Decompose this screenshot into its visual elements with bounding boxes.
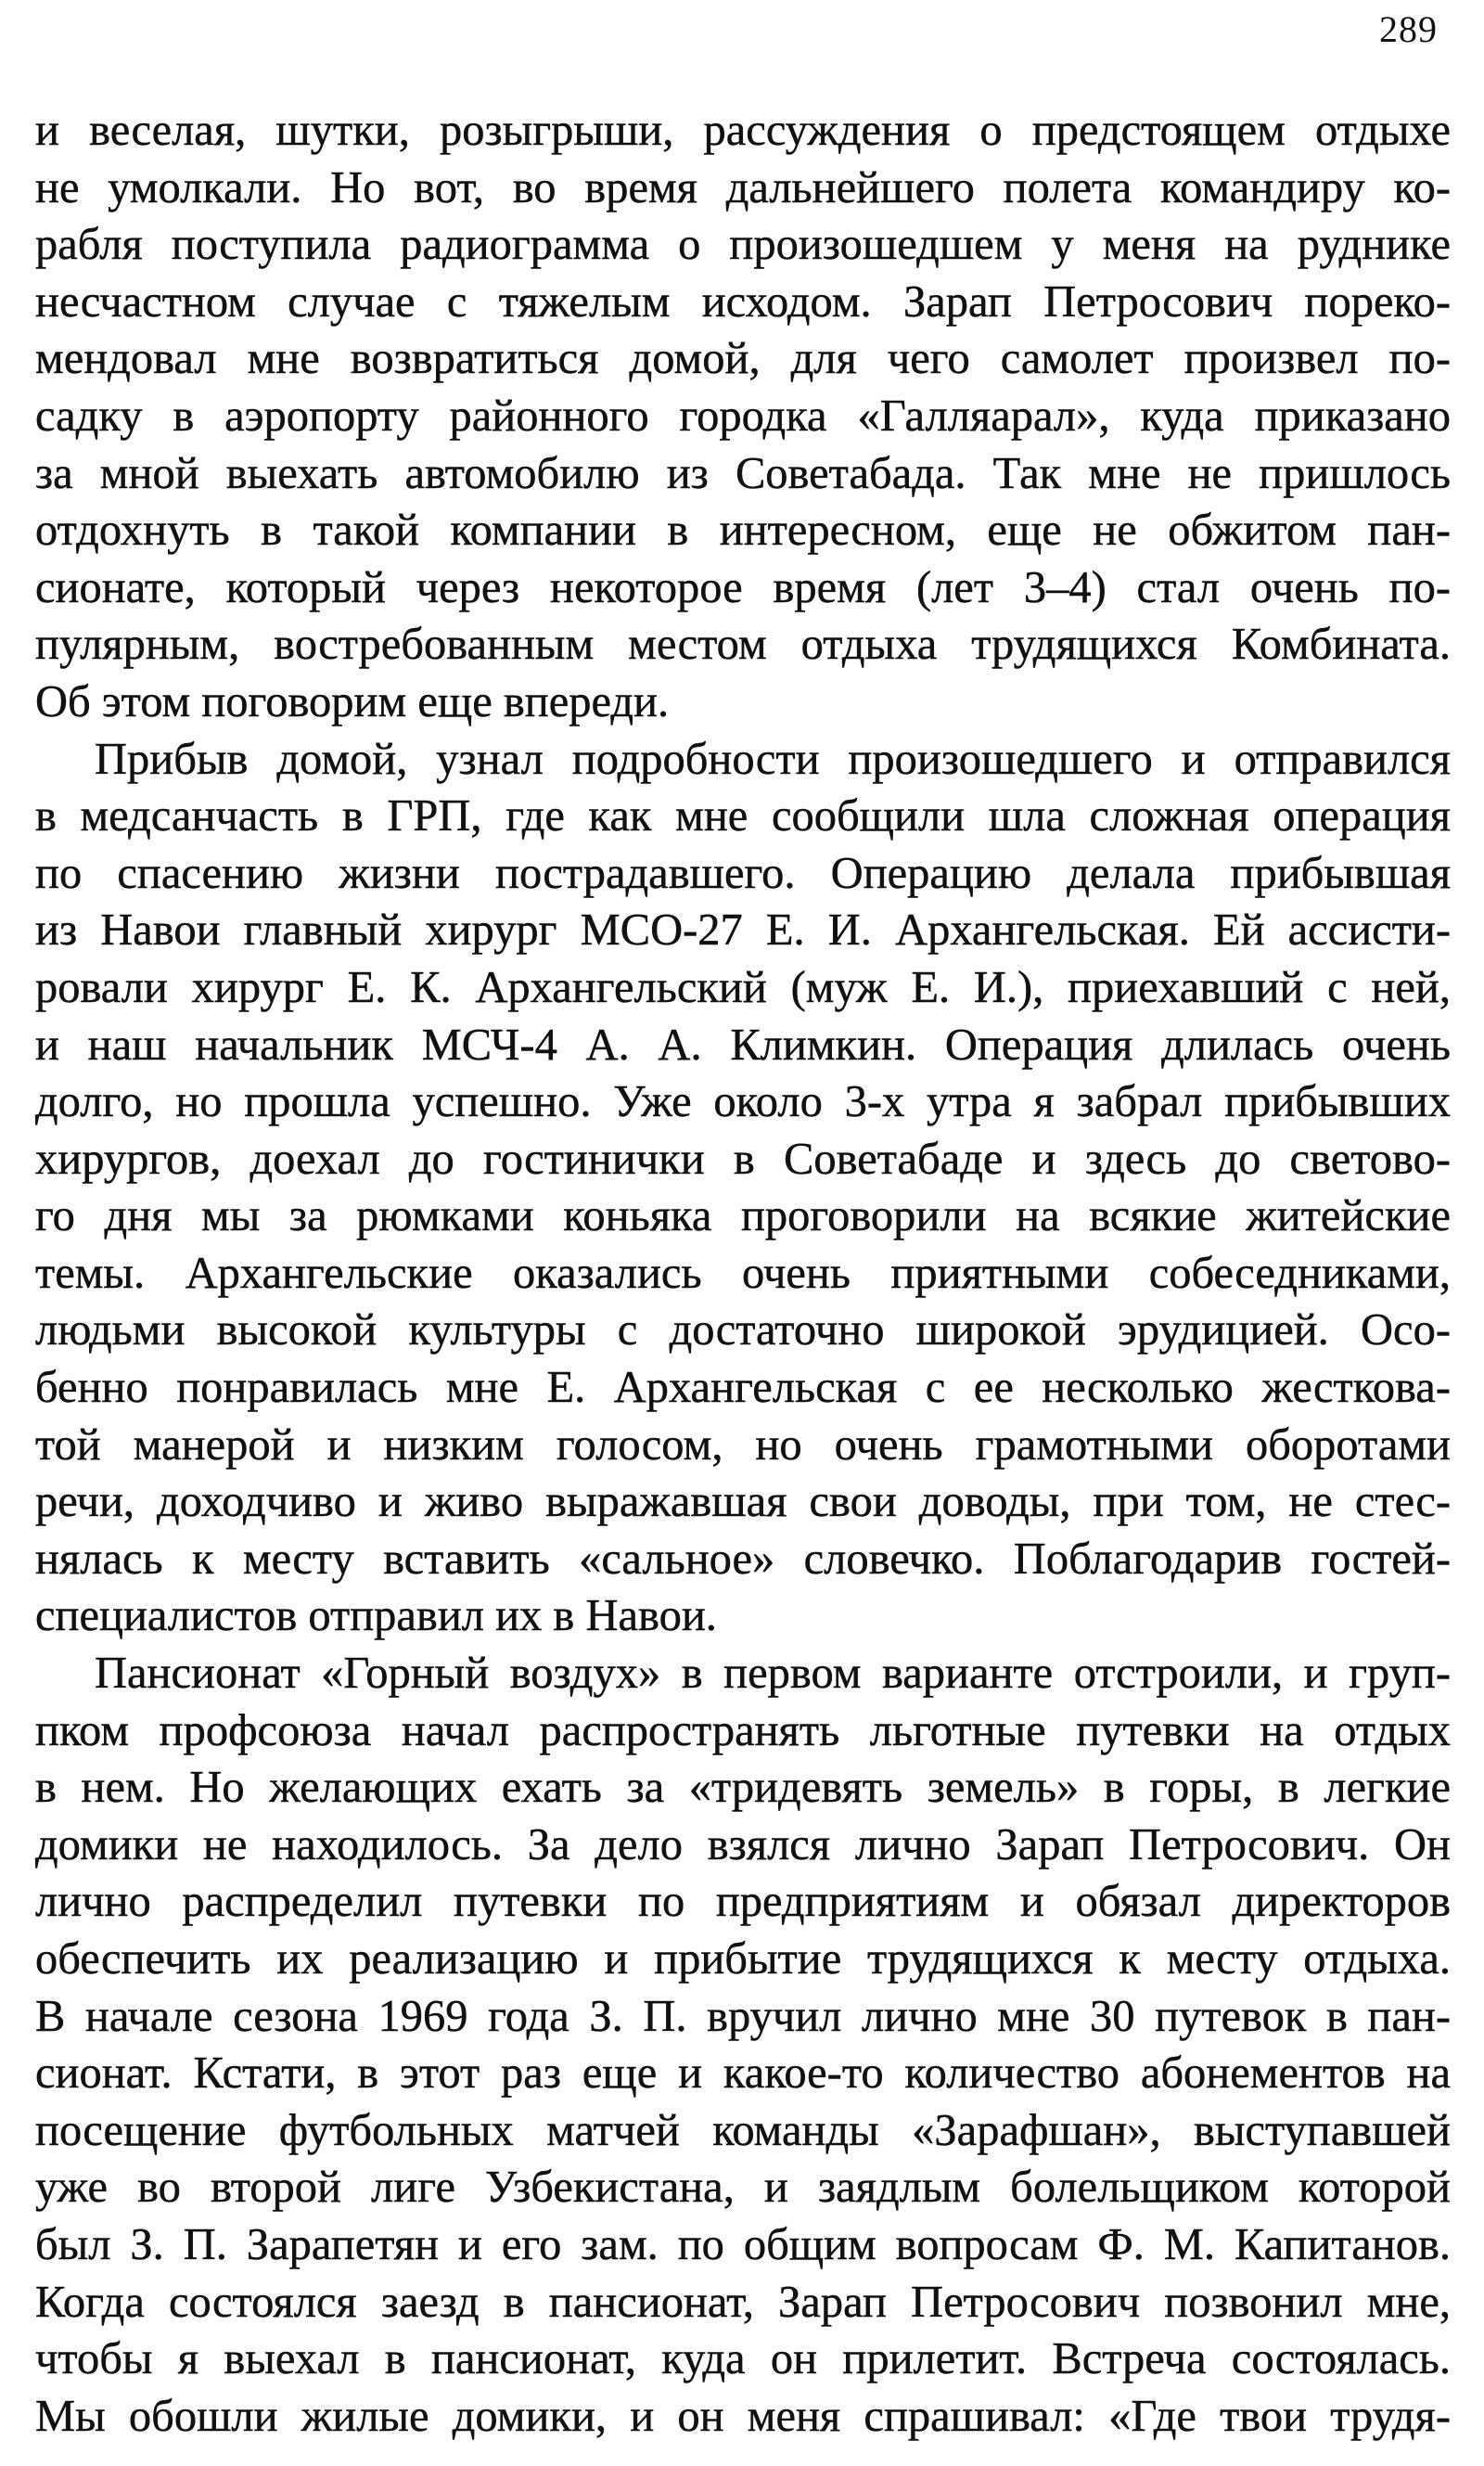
text-line: по спасению жизни пострадавшего. Операцию делала прибывшая	[35, 848, 1451, 898]
text-line: из Навои главный хирург МСО-27 Е. И. Архангельская. Ей ассисти-	[35, 905, 1451, 956]
text-line: В начале сезона 1969 года З. П. вручил лично мне 30 путевок в пан-	[35, 1991, 1451, 2041]
text-line: и наш начальник МСЧ-4 А. А. Климкин. Операция длилась очень	[35, 1020, 1451, 1070]
paragraph	[35, 102, 1451, 731]
text-line: людьми высокой культуры с достаточно широкой эрудицией. Осо-	[35, 1305, 1451, 1355]
text-line: садку в аэропорту районного городка «Галляарал», куда приказано	[35, 391, 1451, 441]
text-line: той манерой и низким голосом, но очень грамотными оборотами	[35, 1419, 1451, 1470]
text-line: Пансионат «Горный воздух» в первом варианте отстроили, и груп-	[95, 1649, 1451, 1699]
paragraph	[35, 1645, 1451, 2445]
text-line: в медсанчасть в ГРП, где как мне сообщили шла сложная операция	[35, 791, 1451, 841]
text-line: пком профсоюза начал распространять льготные путевки на отдых	[35, 1705, 1451, 1755]
text-line: не умолкали. Но вот, во время дальнейшего полета командиру ко-	[35, 162, 1451, 212]
text-line: в нем. Но желающих ехать за «тридевять земель» в горы, в легкие	[35, 1763, 1451, 1813]
text-line: Мы обошли жилые домики, и он меня спрашивал: «Где твои трудя-	[35, 2391, 1451, 2441]
text-line: посещение футбольных матчей команды «Зарафшан», выступавшей	[35, 2105, 1451, 2155]
text-line: бенно понравилась мне Е. Архангельская с ее несколько жесткова-	[35, 1363, 1451, 1413]
text-line: несчастном случае с тяжелым исходом. Зарап Петросович пореко-	[35, 276, 1451, 327]
text-line: мендовал мне возвратиться домой, для чего самолет произвел по-	[35, 334, 1451, 384]
text-line: обеспечить их реализацию и прибытие трудящихся к месту отдыха.	[35, 1934, 1451, 1984]
text-line: го дня мы за рюмками коньяка проговорили на всякие житейские	[35, 1191, 1451, 1241]
text-line: за мной выехать автомобилю из Советабада. Так мне не пришлось	[35, 448, 1451, 498]
text-line: темы. Архангельские оказались очень приятными собеседниками,	[35, 1248, 1451, 1298]
text-line: Прибыв домой, узнал подробности произошедшего и отправился	[95, 734, 1451, 784]
text-line: пулярным, востребованным местом отдыха трудящихся Комбината.	[35, 620, 1451, 670]
text-line: нялась к месту вставить «сальное» словечко. Поблагодарив гостей-	[35, 1534, 1451, 1584]
text-line: домики не находилось. За дело взялся лично Зарап Петросович. Он	[35, 1819, 1451, 1869]
page-number: 289	[1379, 8, 1438, 50]
text-line: хирургов, доехал до гостинички в Советабаде и здесь до светово-	[35, 1134, 1451, 1184]
text-line: Об этом поговорим еще впереди.	[35, 676, 670, 726]
text-line: сионате, который через некоторое время (лет 3–4) стал очень по-	[35, 562, 1451, 612]
text-line: чтобы я выехал в пансионат, куда он прилетит. Встреча состоялась.	[35, 2334, 1451, 2384]
text-line: лично распределил путевки по предприятиям и обязал директоров	[35, 1877, 1451, 1927]
text-line: Когда состоялся заезд в пансионат, Зарап Петросович позвонил мне,	[35, 2277, 1451, 2327]
text-line: специалистов отправил их в Навои.	[35, 1591, 717, 1641]
text-line: долго, но прошла успешно. Уже около 3-х утра я забрал прибывших	[35, 1077, 1451, 1127]
text-line: рабля поступила радиограмма о произошедшем у меня на руднике	[35, 220, 1451, 270]
body-text	[35, 102, 1451, 2445]
text-line: и веселая, шутки, розыгрыши, рассуждения о предстоящем отдыхе	[35, 106, 1451, 155]
text-line: сионат. Кстати, в этот раз еще и какое-то количество абонементов на	[35, 2049, 1451, 2099]
text-line: уже во второй лиге Узбекистана, и заядлым болельщиком которой	[35, 2163, 1451, 2213]
text-line: ровали хирург Е. К. Архангельский (муж Е. И.), приехавший с ней,	[35, 962, 1451, 1012]
text-line: речи, доходчиво и живо выражавшая свои доводы, при том, не стес-	[35, 1477, 1451, 1527]
paragraph	[35, 731, 1451, 1646]
text-line: был З. П. Зарапетян и его зам. по общим вопросам Ф. М. Капитанов.	[35, 2219, 1451, 2269]
text-line: отдохнуть в такой компании в интересном, еще не обжитом пан-	[35, 506, 1451, 556]
